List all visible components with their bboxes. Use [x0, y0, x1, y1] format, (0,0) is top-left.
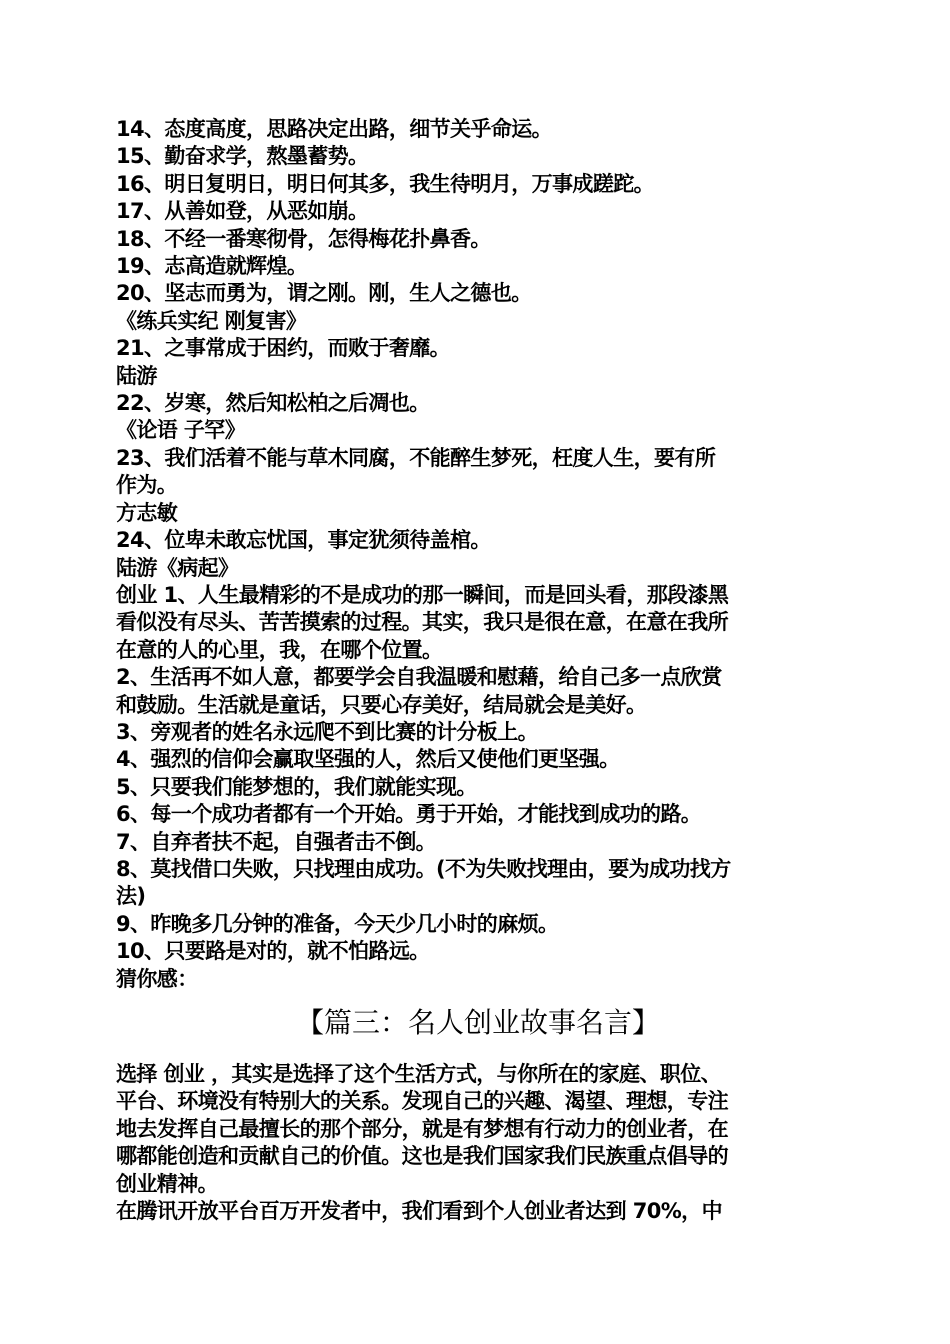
text-line: 地去发挥自己最擅长的那个部分，就是有梦想有行动力的创业者，在	[116, 1116, 728, 1141]
text-line: 《论语 子罕》	[116, 418, 246, 443]
text-line: 在意的人的心里，我，在哪个位置。	[116, 637, 443, 662]
quote-list	[116, 116, 840, 993]
text-line: 选择 创业 ，其实是选择了这个生活方式，与你所在的家庭、职位、	[116, 1062, 722, 1086]
text-line: 4、强烈的信仰会赢取坚强的人，然后又使他们更坚强。	[116, 747, 620, 772]
text-line: 23、我们活着不能与草木同腐，不能醉生梦死，枉度人生，要有所	[116, 445, 716, 470]
text-line: 17、从善如登，从恶如崩。	[116, 199, 369, 224]
text-line: 2、生活再不如人意，都要学会自我温暖和慰藉，给自己多一点欣赏	[116, 665, 722, 690]
text-line: 在腾讯开放平台百万开发者中，我们看到个人创业者达到 70%，中	[116, 1199, 722, 1224]
text-line: 陆游	[116, 363, 157, 388]
text-line: 6、每一个成功者都有一个开始。勇于开始，才能找到成功的路。	[116, 802, 702, 827]
text-line: 创业精神。	[116, 1171, 218, 1196]
text-line: 10、只要路是对的，就不怕路远。	[116, 939, 430, 964]
text-line: 21、之事常成于困约，而败于奢靡。	[116, 336, 451, 361]
text-line: 3、旁观者的姓名永远爬不到比赛的计分板上。	[116, 719, 539, 744]
text-line: 22、岁寒，然后知松柏之后凋也。	[116, 391, 430, 416]
document-body	[116, 116, 840, 1225]
text-line: 平台、环境没有特别大的关系。发现自己的兴趣、渴望、理想，专注	[116, 1089, 728, 1114]
text-line: 看似没有尽头、苦苦摸索的过程。其实，我只是很在意，在意在我所	[116, 610, 728, 635]
text-line: 法)	[116, 884, 146, 909]
text-line: 陆游《病起》	[116, 555, 239, 580]
text-line: 24、位卑未敢忘忧国，事定犹须待盖棺。	[116, 528, 491, 553]
text-line: 8、莫找借口失败，只找理由成功。(不为失败找理由，要为成功找方	[116, 856, 731, 881]
text-line: 方志敏	[116, 500, 178, 525]
text-line: 猜你感：	[116, 966, 198, 991]
text-line: 9、昨晚多几分钟的准备，今天少几小时的麻烦。	[116, 911, 559, 936]
section-paragraph	[116, 1061, 840, 1225]
text-line: 7、自弃者扶不起，自强者击不倒。	[116, 829, 437, 854]
text-line: 16、明日复明日，明日何其多，我生待明月，万事成蹉跎。	[116, 171, 655, 196]
text-line: 哪都能创造和贡献自己的价值。这也是我们国家我们民族重点倡导的	[116, 1144, 728, 1169]
text-line: 19、志高造就辉煌。	[116, 254, 308, 279]
text-line: 5、只要我们能梦想的，我们就能实现。	[116, 774, 477, 799]
text-line: 20、坚志而勇为，谓之刚。刚，生人之德也。	[116, 281, 532, 306]
text-line: 15、勤奋求学，熬墨蓄势。	[116, 144, 369, 169]
text-line: 和鼓励。生活就是童话，只要心存美好，结局就会是美好。	[116, 692, 647, 717]
section-heading: 【篇三：名人创业故事名言】	[295, 1006, 660, 1039]
text-line: 14、态度高度，思路决定出路，细节关乎命运。	[116, 117, 553, 141]
text-line: 18、不经一番寒彻骨，怎得梅花扑鼻香。	[116, 226, 491, 251]
text-line: 创业 1、人生最精彩的不是成功的那一瞬间，而是回头看，那段漆黑	[116, 582, 729, 607]
text-line: 《练兵实纪 刚复害》	[116, 308, 307, 333]
text-line: 作为。	[116, 473, 178, 498]
